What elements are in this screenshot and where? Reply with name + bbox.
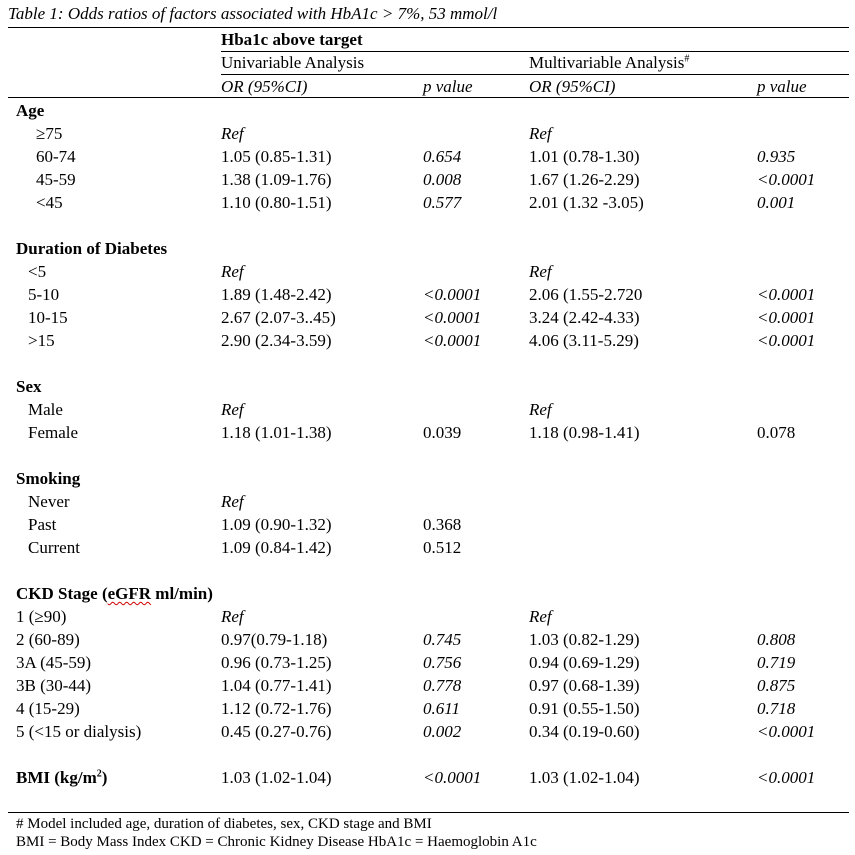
multi-p-cell: <0.0001 [757, 331, 816, 350]
multi-p-cell: 0.001 [757, 193, 796, 212]
section-title-sex: Sex [16, 377, 42, 396]
multi-p-cell: <0.0001 [757, 308, 816, 327]
uni-p-header: p value [423, 77, 473, 96]
bmi-multi-or: 1.03 (1.02-1.04) [529, 768, 640, 787]
section-title-ckd: CKD Stage (eGFR ml/min) [16, 584, 213, 603]
row-label: Current [28, 538, 80, 557]
rule-header [8, 97, 849, 98]
multi-or-cell: 4.06 (3.11-5.29) [529, 331, 639, 350]
multi-p-cell: 0.719 [757, 653, 796, 672]
uni-or-cell: 1.09 (0.84-1.42) [221, 538, 332, 557]
multi-p-cell: <0.0001 [757, 170, 816, 189]
multi-or-cell: 1.01 (0.78-1.30) [529, 147, 640, 166]
uni-or-cell: 1.18 (1.01-1.38) [221, 423, 332, 442]
uni-or-cell: 0.45 (0.27-0.76) [221, 722, 332, 741]
multi-or-header: OR (95%CI) [529, 77, 616, 96]
multi-or-cell: Ref [529, 400, 552, 419]
uni-or-cell: 1.05 (0.85-1.31) [221, 147, 332, 166]
section-title-smoking: Smoking [16, 469, 81, 488]
uni-or-cell: 2.90 (2.34-3.59) [221, 331, 332, 350]
row-label: 45-59 [36, 170, 76, 189]
group-header: Hba1c above target [221, 30, 363, 49]
footnote-abbrev: BMI = Body Mass Index CKD = Chronic Kidney Disease HbA1c = Haemoglobin A1c [16, 834, 537, 850]
uni-p-cell: 0.778 [423, 676, 462, 695]
multi-or-cell: 2.06 (1.55-2.720 [529, 285, 643, 304]
multi-or-cell: 1.03 (0.82-1.29) [529, 630, 640, 649]
row-label: 1 (≥90) [16, 607, 67, 626]
row-label: 4 (15-29) [16, 699, 80, 718]
bmi-multi-p: <0.0001 [757, 768, 816, 787]
uni-p-cell: <0.0001 [423, 331, 482, 350]
uni-header: Univariable Analysis [221, 53, 365, 72]
uni-p-cell: 0.039 [423, 423, 462, 442]
rule-analysis [221, 74, 849, 75]
multi-or-cell: 0.34 (0.19-0.60) [529, 722, 640, 741]
row-label: Female [28, 423, 79, 442]
uni-or-cell: 1.09 (0.90-1.32) [221, 515, 332, 534]
multi-p-cell: <0.0001 [757, 722, 816, 741]
section-title-age: Age [16, 101, 45, 120]
uni-p-cell: 0.756 [423, 653, 462, 672]
row-label: 5 (<15 or dialysis) [16, 722, 142, 741]
uni-p-cell: 0.512 [423, 538, 462, 557]
uni-or-cell: 1.04 (0.77-1.41) [221, 676, 332, 695]
uni-or-cell: 1.38 (1.09-1.76) [221, 170, 332, 189]
row-label: <45 [36, 193, 63, 212]
multi-p-cell: 0.875 [757, 676, 796, 695]
uni-or-cell: 1.10 (0.80-1.51) [221, 193, 332, 212]
rule-top [8, 27, 849, 28]
row-label: 10-15 [28, 308, 68, 327]
multi-or-cell: 0.91 (0.55-1.50) [529, 699, 640, 718]
uni-or-cell: 1.89 (1.48-2.42) [221, 285, 332, 304]
uni-or-cell: Ref [221, 400, 244, 419]
row-label: 3B (30-44) [16, 676, 92, 695]
multi-or-cell: 3.24 (2.42-4.33) [529, 308, 640, 327]
row-label: <5 [28, 262, 47, 281]
uni-or-cell: 2.67 (2.07-3..45) [221, 308, 336, 327]
multi-p-cell: 0.078 [757, 423, 796, 442]
footnote-model: # Model included age, duration of diabetes, sex, CKD stage and BMI [16, 816, 432, 832]
section-title-bmi: BMI $(kg/m^2)$ [16, 768, 108, 787]
uni-or-cell: 0.97(0.79-1.18) [221, 630, 328, 649]
uni-p-cell: 0.368 [423, 515, 462, 534]
uni-p-cell: 0.008 [423, 170, 462, 189]
multi-p-cell: 0.935 [757, 147, 796, 166]
row-label: ≥75 [36, 124, 63, 143]
row-label: 2 (60-89) [16, 630, 80, 649]
row-label: Male [28, 400, 63, 419]
bmi-uni-p: <0.0001 [423, 768, 482, 787]
uni-or-cell: 1.12 (0.72-1.76) [221, 699, 332, 718]
rule-group [221, 51, 849, 52]
row-label: >15 [28, 331, 55, 350]
uni-or-cell: Ref [221, 492, 244, 511]
uni-p-cell: 0.002 [423, 722, 462, 741]
rule-bottom [8, 812, 849, 813]
uni-p-cell: 0.611 [423, 699, 460, 718]
multi-p-header: p value [757, 77, 807, 96]
multi-header: Multivariable Analysis# [529, 53, 690, 72]
multi-or-cell: 1.18 (0.98-1.41) [529, 423, 640, 442]
row-label: 60-74 [36, 147, 76, 166]
row-label: Past [28, 515, 57, 534]
multi-or-cell: 2.01 (1.32 -3.05) [529, 193, 644, 212]
uni-or-cell: 0.96 (0.73-1.25) [221, 653, 332, 672]
uni-p-cell: <0.0001 [423, 285, 482, 304]
uni-p-cell: 0.745 [423, 630, 462, 649]
multi-or-cell: 0.94 (0.69-1.29) [529, 653, 640, 672]
multi-or-cell: Ref [529, 262, 552, 281]
uni-or-cell: Ref [221, 607, 244, 626]
uni-or-header: OR (95%CI) [221, 77, 308, 96]
multi-or-cell: Ref [529, 124, 552, 143]
uni-or-cell: Ref [221, 262, 244, 281]
multi-p-cell: <0.0001 [757, 285, 816, 304]
uni-p-cell: <0.0001 [423, 308, 482, 327]
table-caption: Table 1: Odds ratios of factors associated with HbA1c > 7%, 53 mmol/l [8, 4, 498, 23]
row-label: Never [28, 492, 70, 511]
bmi-uni-or: 1.03 (1.02-1.04) [221, 768, 332, 787]
uni-p-cell: 0.654 [423, 147, 462, 166]
multi-p-cell: 0.718 [757, 699, 796, 718]
multi-or-cell: 0.97 (0.68-1.39) [529, 676, 640, 695]
section-title-duration: Duration of Diabetes [16, 239, 168, 258]
multi-or-cell: Ref [529, 607, 552, 626]
row-label: 3A (45-59) [16, 653, 92, 672]
multi-or-cell: 1.67 (1.26-2.29) [529, 170, 640, 189]
uni-p-cell: 0.577 [423, 193, 462, 212]
uni-or-cell: Ref [221, 124, 244, 143]
multi-p-cell: 0.808 [757, 630, 796, 649]
row-label: 5-10 [28, 285, 60, 304]
